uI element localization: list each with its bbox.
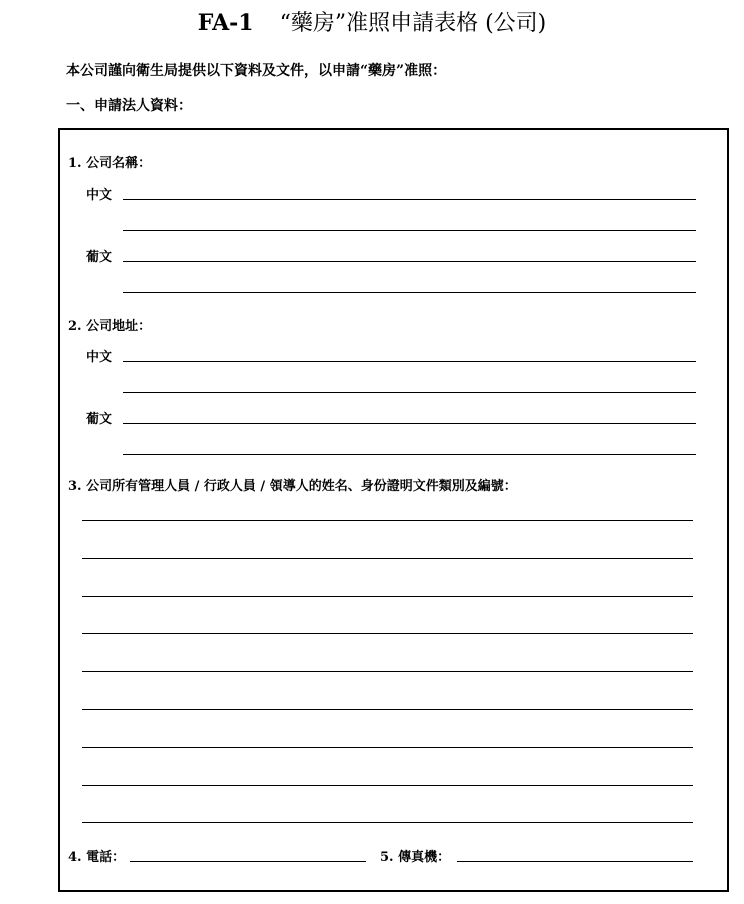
company-address-label: 2. 公司地址： [68,319,152,334]
personnel-line-4[interactable] [82,633,693,634]
company-address-portuguese-line-2[interactable] [123,454,696,455]
phone-label: 4. 電話： [68,850,126,865]
company-name-label: 1. 公司名稱： [68,156,152,171]
fax-line[interactable] [457,861,693,862]
company-address-chinese-label: 中文 [86,350,113,365]
personnel-line-2[interactable] [82,558,693,559]
company-name-portuguese-line-2[interactable] [123,292,696,293]
personnel-line-7[interactable] [82,747,693,748]
company-address-chinese-line-2[interactable] [123,392,696,393]
applicant-info-box [58,128,729,892]
company-name-portuguese-label: 葡文 [86,250,113,265]
phone-line[interactable] [130,861,366,862]
personnel-label: 3. 公司所有管理人員 / 行政人員 / 領導人的姓名、身份證明文件類別及編號： [68,479,517,494]
personnel-line-8[interactable] [82,785,693,786]
company-name-chinese-label: 中文 [86,188,113,203]
personnel-line-3[interactable] [82,596,693,597]
section-title: 一、申請法人資料： [66,98,192,114]
fax-label: 5. 傳真機： [380,850,451,865]
company-name-chinese-line-1[interactable] [123,199,696,200]
personnel-line-1[interactable] [82,520,693,521]
personnel-line-6[interactable] [82,709,693,710]
intro-text: 本公司謹向衛生局提供以下資料及文件，以申請“藥房”准照： [66,63,447,79]
company-name-chinese-line-2[interactable] [123,230,696,231]
company-name-portuguese-line-1[interactable] [123,261,696,262]
personnel-line-5[interactable] [82,671,693,672]
company-address-chinese-line-1[interactable] [123,361,696,362]
company-address-portuguese-label: 葡文 [86,412,113,427]
company-address-portuguese-line-1[interactable] [123,423,696,424]
form-title [0,6,744,37]
form-title-text: “藥房”准照申請表格 (公司) [279,11,547,36]
form-code: FA-1 [197,10,254,36]
personnel-line-9[interactable] [82,822,693,823]
